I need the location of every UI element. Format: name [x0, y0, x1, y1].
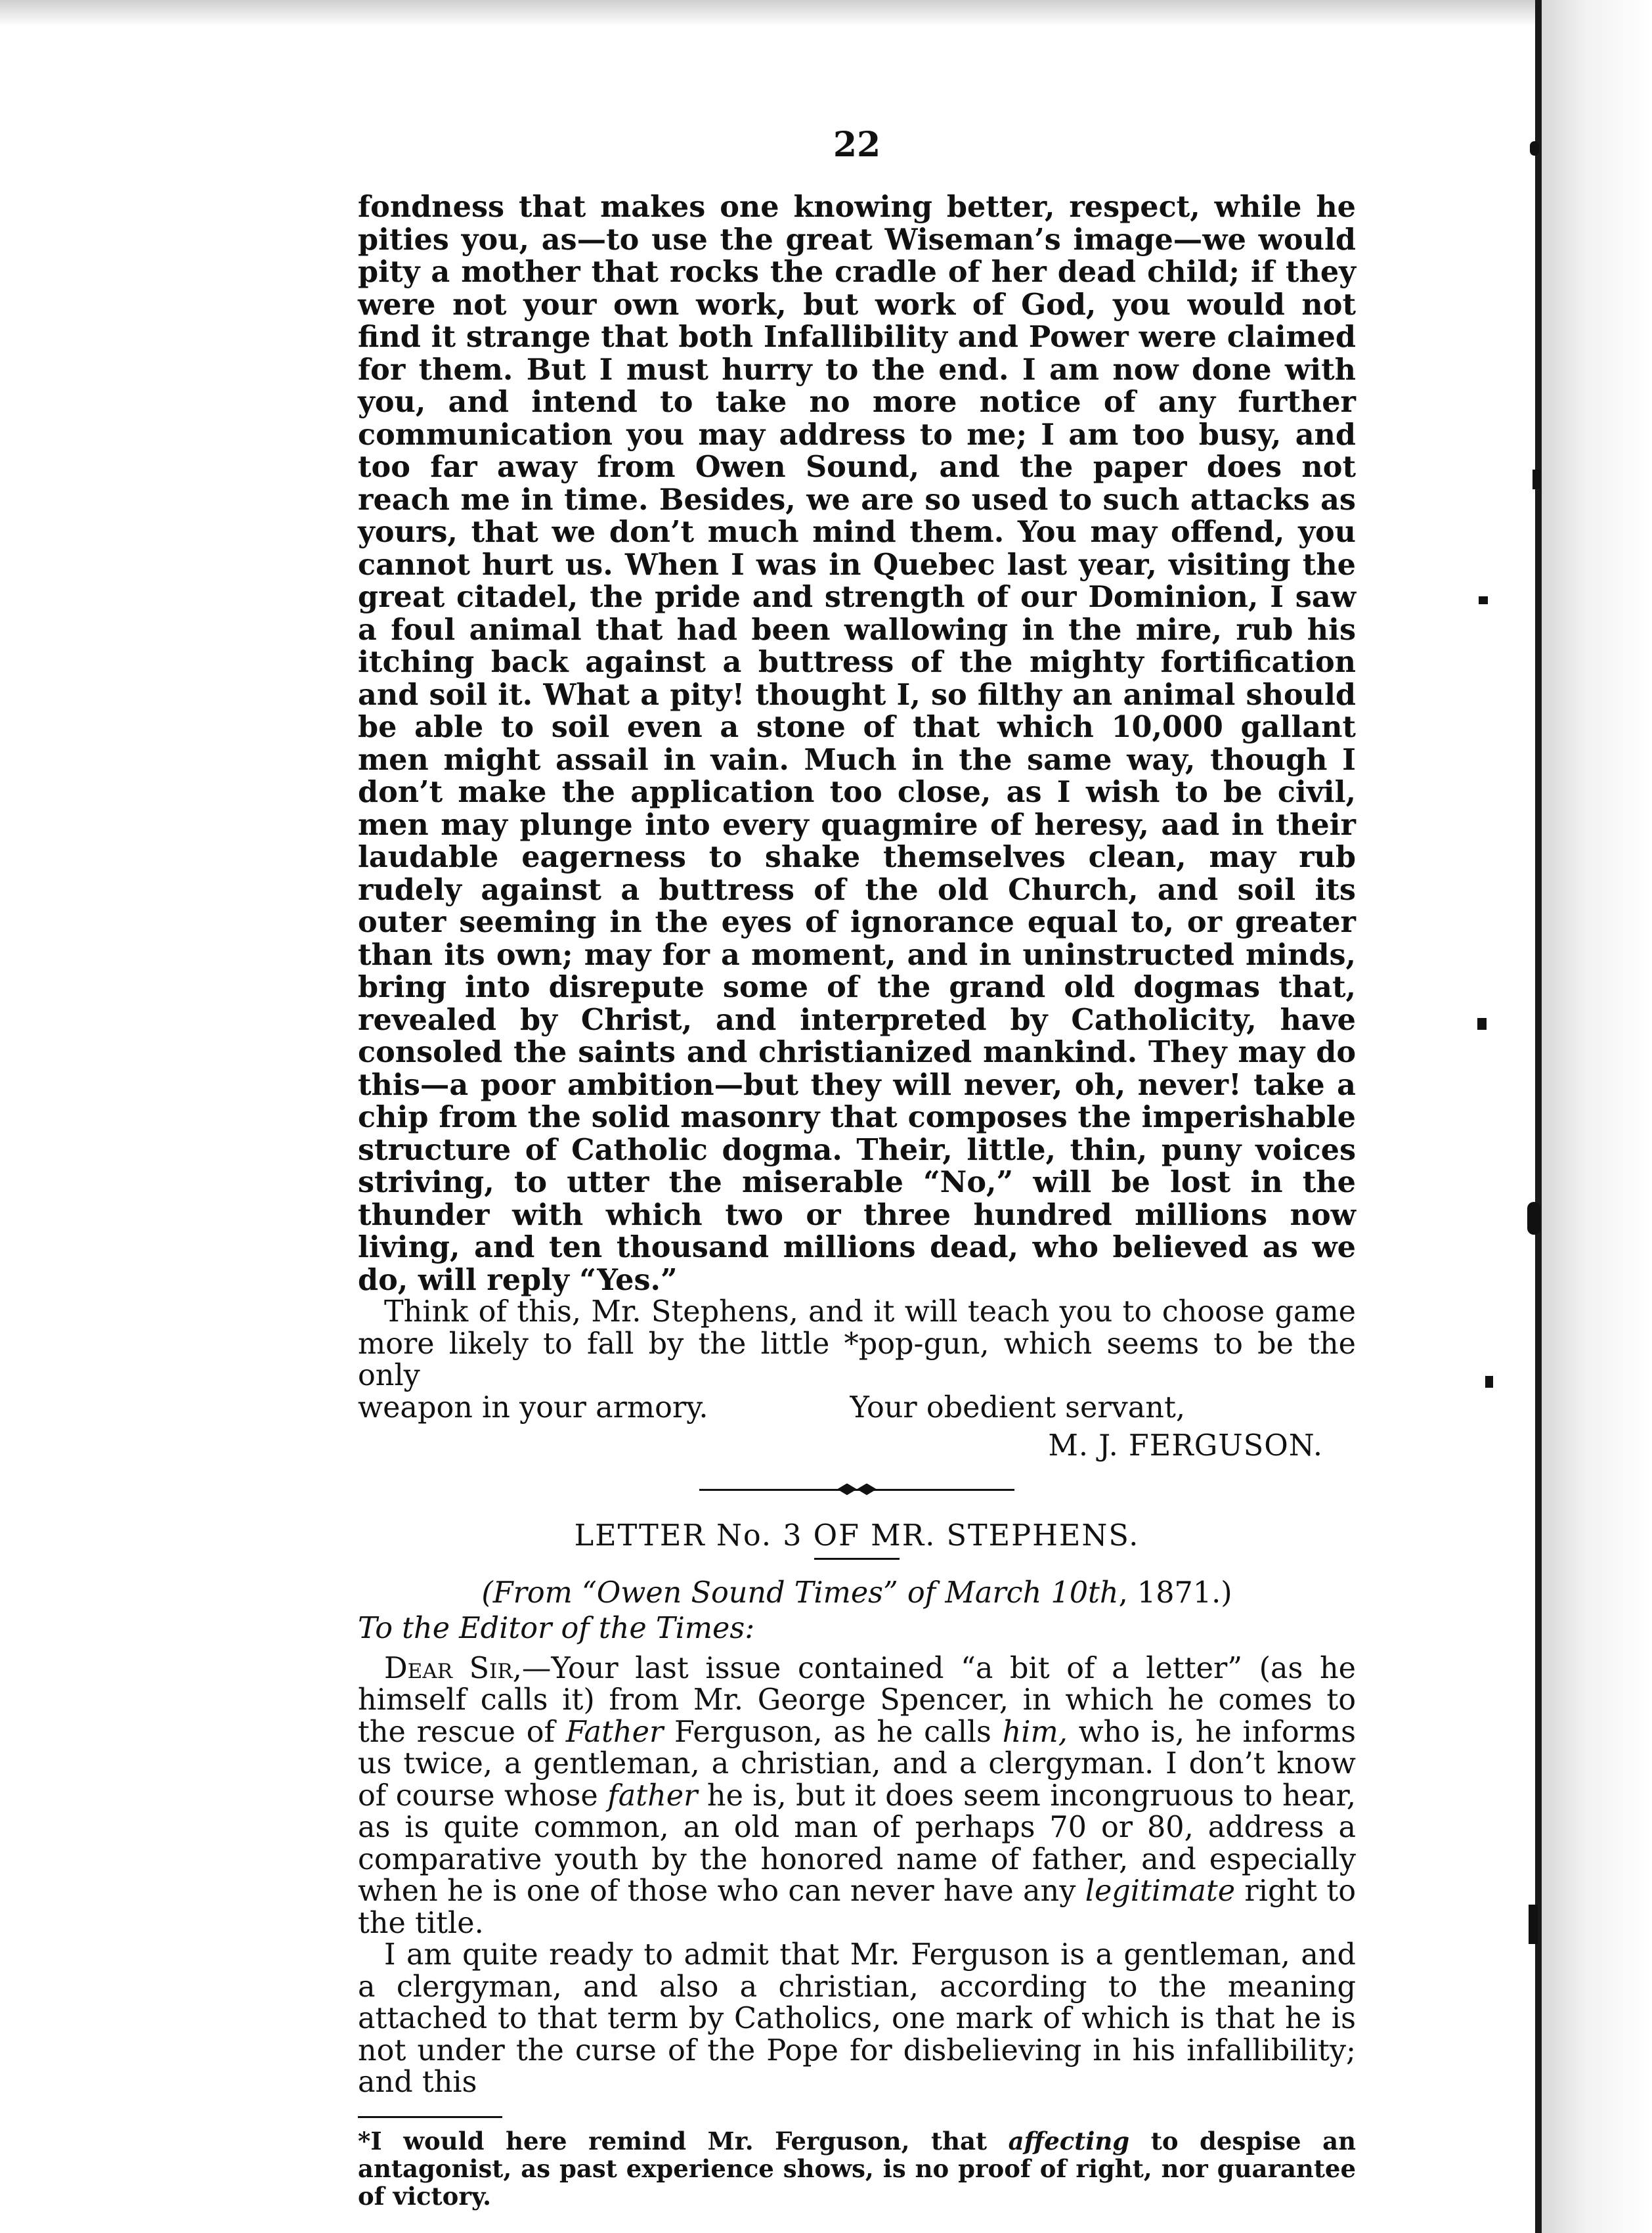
scan-top-shadow	[0, 0, 1535, 26]
scan-mark	[1529, 1905, 1538, 1944]
document-page	[358, 125, 1356, 2210]
p1-italic-father2: father	[607, 1779, 698, 1813]
closing-lead: weapon in your armory.	[358, 1390, 708, 1425]
p1-text-b: Ferguson, as he calls	[663, 1715, 1003, 1749]
page-gutter-edge	[1535, 0, 1542, 2233]
source-open: (From “	[481, 1576, 597, 1610]
footnote-rule	[358, 2116, 502, 2118]
p1-text-e: right to the title.	[358, 1874, 1357, 1940]
closing-paragraph: Think of this, Mr. Stephens, and it will teach you to choose game more likely to fall by the little *pop-gun, which seems to be the only	[358, 1295, 1356, 1392]
p1-italic-him: him,	[1002, 1715, 1068, 1749]
source-day: 10th	[1051, 1576, 1119, 1610]
valediction: Your obedient servant,	[850, 1390, 1185, 1425]
continued-paragraph: fondness that makes one knowing better, respect, while he pities you, as—to use the great Wiseman’s image—we would pity a mother that rocks the cradle of her dead child; if they were not your own work, but work of God, you would not find it strange that both Infallibility and Power were claimed for them. But I must hurry to the end. I am now done with you, and intend to take no more notice of any further communication you may address to me; I am too busy, and too far away from Owen Sound, and the paper does not reach me in time. Besides, we are so used to such attacks as yours, that we don’t much mind them. You may offend, you cannot hurt us. When I was in Quebec last year, visiting the great citadel, the pride and strength of our Dominion, I saw a foul animal that had been wallowing in the mire, rub his itching back against a buttress of the mighty fortification and soil it. What a pity! thought I, so filthy an animal should be able to soil even a stone of that which 10,000 gallant men might assail in vain. Much in the same way, though I don’t make the application too close, as I wish to be civil, men may plunge into every quagmire of heresy, aad in their laudable eagerness to shake themselves clean, may rub rudely against a buttress of the old Church, and soil its outer seeming in the eyes of ignorance equal to, or greater than its own; may for a moment, and in uninstructed minds, bring into disrepute some of the grand old dogmas that, revealed by Christ, and interpreted by Catholicity, have consoled the saints and christianized mankind. They may do this—a poor ambition—but they will never, oh, never! take a chip from the solid masonry that composes the imperishable structure of Catholic dogma. Their, little, thin, puny voices striving, to utter the miserable “No,” will be lost in the thunder with which two or three hundred millions now living, and ten thousand millions dead, who believed as we do, will reply “Yes.”	[358, 190, 1356, 1297]
scan-mark	[1477, 1018, 1487, 1030]
divider-diamond-icon	[837, 1484, 877, 1495]
scan-mark	[1479, 596, 1488, 604]
letter-paragraph-2: I am quite ready to admit that Mr. Ferguson is a gentleman, and a clergyman, and also a christian, according to the meaning attached to that term by Catholics, one mark of which is that he is not under the curse of the Pope for disbelieving in his infallibility; and this	[358, 1938, 1356, 2099]
p1-text-d: he is, but it does seem incongruous to hear, as is quite common, an old man of perhaps 70 or 80, address a comparative youth by the honored name of father, and especially when he is one of those who can never have any	[358, 1779, 1357, 1908]
scan-mark	[1527, 1202, 1540, 1235]
p1-text-a: —Your last issue contained “a bit of a letter” (as he himself calls it) from Mr. George Spencer, in which he comes to the rescue of	[358, 1651, 1357, 1749]
footnote	[358, 2127, 1356, 2210]
salutation: Dear Sir,	[384, 1651, 522, 1685]
valediction-line	[358, 1392, 1356, 1425]
p1-italic-legitimate: legitimate	[1085, 1874, 1236, 1908]
footnote-text-b: to despise an antagonist, as past experience shows, is no proof of right, nor guarantee of victory.	[358, 2126, 1356, 2211]
letter-heading: LETTER No. 3 OF MR. STEPHENS.	[574, 1518, 1140, 1553]
footnote-italic: affecting	[1008, 2126, 1130, 2156]
scan-mark	[1532, 470, 1540, 489]
p1-italic-father: Father	[565, 1715, 664, 1749]
heading-rule	[814, 1558, 900, 1560]
divider-line	[699, 1489, 1014, 1491]
letter-paragraph-1	[358, 1653, 1356, 1940]
signature: M. J. FERGUSON.	[1048, 1429, 1323, 1463]
source-mid: ” of	[883, 1576, 946, 1610]
facing-page-margin	[1542, 0, 1652, 2233]
source-paper: Owen Sound Times	[596, 1576, 883, 1610]
scan-mark	[1530, 141, 1539, 156]
scan-mark	[1485, 1376, 1493, 1388]
continued-letter-text	[358, 191, 1356, 1296]
letter-addressee: To the Editor of the Times:	[358, 1611, 755, 1645]
p1-text-c: who is, he informs us twice, a gentleman, a christian, and a clergyman. I don’t know of course whose	[358, 1715, 1356, 1813]
page-number: 22	[833, 125, 881, 165]
letter-source	[358, 1577, 1356, 1610]
footnote-text-a: *I would here remind Mr. Ferguson, that	[358, 2126, 1009, 2156]
source-month: March	[945, 1576, 1042, 1610]
section-divider-ornament	[699, 1484, 1014, 1495]
source-year: , 1871.)	[1118, 1576, 1232, 1610]
